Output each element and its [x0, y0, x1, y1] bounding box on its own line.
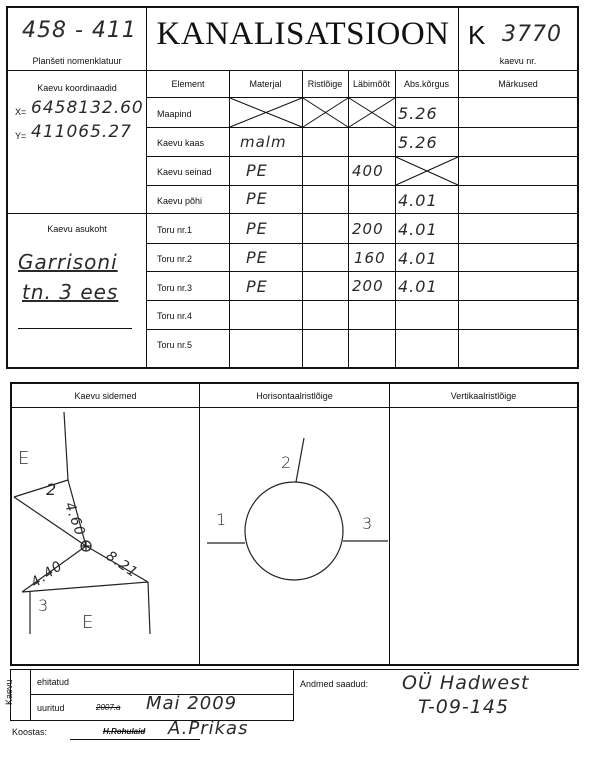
cell-diameter: 200 [352, 220, 384, 238]
cell-material: PE [246, 219, 268, 238]
cell-elevation: 4.01 [398, 220, 438, 239]
cell-elevation: 5.26 [398, 133, 438, 152]
cell-material: PE [246, 161, 268, 180]
well-prefix: K [468, 20, 486, 50]
cell-material: PE [246, 277, 268, 296]
coordinates-label: Kaevu koordinaadid [37, 83, 117, 93]
cell-elevation: 5.26 [398, 104, 438, 123]
table-row-label: Kaevu seinad [157, 167, 212, 177]
well-number-label: kaevu nr. [499, 56, 537, 66]
col-header: Element [171, 79, 205, 89]
col-header: Materjal [249, 79, 282, 89]
sketch-label-vertical: Vertikaalristlõige [450, 391, 517, 401]
updated-label: uuritud [37, 703, 65, 713]
coord-x-value: 6458132.60 [31, 98, 144, 118]
data-source-company: OÜ Hadwest [402, 672, 530, 694]
conn-label: 4.40 [28, 557, 66, 592]
location-line2: tn. 3 ees [22, 280, 119, 304]
cell-elevation: 4.01 [398, 191, 438, 210]
coord-x-prefix: X= [15, 107, 27, 117]
data-source-label: Andmed saadud: [300, 679, 369, 689]
table-row-label: Toru nr.5 [157, 340, 193, 350]
cell-elevation: 4.01 [398, 249, 438, 268]
sketch-label-horizontal: Horisontaalristlõige [256, 391, 333, 401]
footer-side-label: Kaevu [4, 679, 14, 705]
location-label: Kaevu asukoht [47, 224, 107, 234]
page-title: KANALISATSIOON [156, 16, 450, 52]
table-row-label: Kaevu põhi [157, 196, 203, 206]
location-line1: Garrisoni [18, 250, 118, 274]
conn-label: 4.60 [60, 500, 89, 539]
author-label: Koostas: [12, 727, 48, 737]
cell-diameter: 200 [352, 277, 384, 295]
conn-label: E [82, 612, 95, 633]
cell-elevation: 4.01 [398, 277, 438, 296]
col-header: Abs.kõrgus [403, 79, 450, 89]
conn-label: 2 [46, 480, 58, 499]
conn-label: E [18, 448, 31, 469]
data-source-code: T-09-145 [418, 696, 510, 718]
updated-new-date: Mai 2009 [146, 693, 238, 714]
col-header: Märkused [498, 79, 538, 89]
conn-label: 8.21 [102, 548, 141, 582]
table-row-label: Toru nr.3 [157, 283, 193, 293]
well-number: 3770 [502, 22, 562, 47]
author-old: H.Rohulaid [103, 727, 146, 736]
cell-material: malm [240, 133, 287, 151]
updated-old-date: 2007.a [96, 703, 121, 712]
author-new: A.Prikas [168, 718, 249, 739]
conn-label: 3 [38, 596, 50, 615]
built-label: ehitatud [37, 677, 70, 687]
sheet-number: 458 - 411 [22, 18, 137, 43]
cell-material: PE [246, 189, 268, 208]
table-row-label: Kaevu kaas [157, 138, 205, 148]
table-row-label: Toru nr.4 [157, 311, 193, 321]
h-pipe-label: 1 [216, 510, 228, 529]
h-pipe-label: 2 [281, 453, 293, 472]
table-row-label: Toru nr.2 [157, 254, 193, 264]
table-row-label: Maapind [157, 109, 192, 119]
cell-material: PE [246, 248, 268, 267]
sketch-label-connections: Kaevu sidemed [74, 391, 137, 401]
cell-diameter: 160 [354, 249, 386, 267]
col-header: Läbimõõt [352, 79, 391, 89]
coord-y-prefix: Y= [15, 131, 27, 141]
coord-y-value: 411065.27 [31, 122, 132, 142]
sheet-number-label: Planšeti nomenklatuur [32, 56, 122, 66]
table-row-label: Toru nr.1 [157, 225, 193, 235]
h-pipe-label: 3 [362, 514, 374, 533]
cell-diameter: 400 [352, 162, 384, 180]
col-header: Ristlõige [307, 79, 343, 89]
